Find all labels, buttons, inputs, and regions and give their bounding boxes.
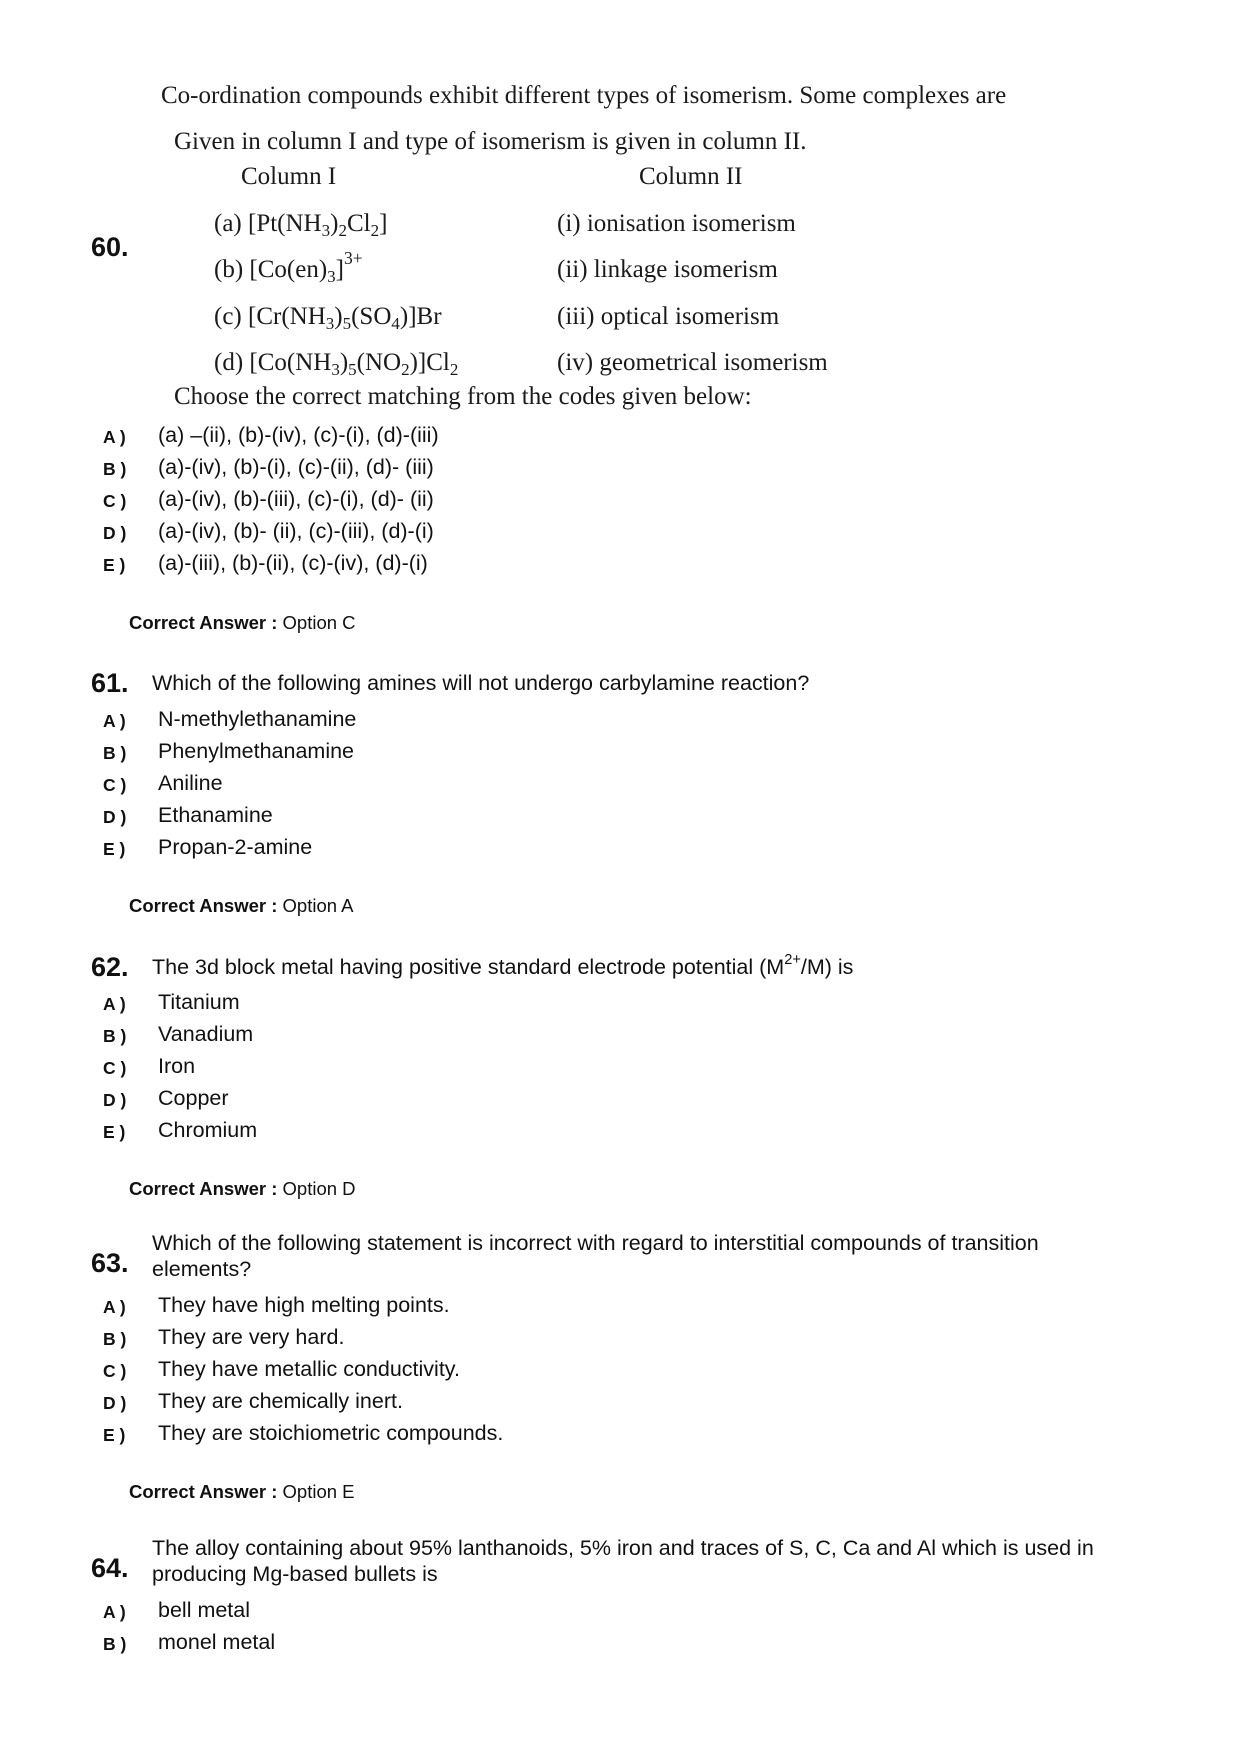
q63-option-d[interactable]: They are chemically inert. — [158, 1389, 403, 1413]
answer-label: Correct Answer : — [129, 1178, 278, 1199]
q61-correct-answer — [129, 895, 354, 917]
q62-option-e[interactable]: Chromium — [158, 1118, 258, 1142]
option-label: C ) — [103, 491, 127, 511]
q61-option-c[interactable]: Aniline — [158, 771, 223, 795]
q63-option-b[interactable]: They are very hard. — [158, 1325, 345, 1349]
q63-correct-answer — [129, 1481, 355, 1503]
q61-number: 61. — [91, 668, 129, 698]
q61-question: Which of the following amines will not undergo carbylamine reaction? — [152, 671, 810, 695]
option-label: C ) — [103, 1361, 127, 1381]
answer-value: Option C — [282, 612, 356, 633]
option-label: A ) — [103, 427, 126, 447]
q63-number: 63. — [91, 1248, 129, 1278]
option-label: D ) — [103, 1393, 127, 1413]
q63-option-e[interactable]: They are stoichiometric compounds. — [158, 1421, 504, 1445]
q60-option-d[interactable]: (a)-(iv), (b)- (ii), (c)-(iii), (d)-(i) — [158, 519, 434, 543]
option-label: E ) — [103, 1122, 126, 1142]
answer-value: Option D — [282, 1178, 356, 1199]
q62-question-tail: /M) is — [800, 955, 854, 979]
q60-col1-item-c — [214, 303, 442, 334]
q60-option-e[interactable]: (a)-(iii), (b)-(ii), (c)-(iv), (d)-(i) — [158, 551, 428, 575]
answer-label: Correct Answer : — [129, 895, 278, 916]
q63-option-a[interactable]: They have high melting points. — [158, 1293, 450, 1317]
option-label: C ) — [103, 1058, 127, 1078]
q64-question-line1: The alloy containing about 95% lanthanoids, 5% iron and traces of S, C, Ca and Al which is used in — [152, 1536, 1094, 1560]
q63-question-line1: Which of the following statement is incorrect with regard to interstitial compounds of transition — [152, 1231, 1039, 1255]
q60-option-a[interactable]: (a) –(ii), (b)-(iv), (c)-(i), (d)-(iii) — [158, 423, 439, 447]
option-label: B ) — [103, 1026, 127, 1046]
q60-column2-header: Column II — [639, 163, 743, 190]
q60-col1-formula: $[Co(en)_3]^{3+}$ — [249, 247, 363, 287]
option-label: E ) — [103, 555, 126, 575]
answer-label: Correct Answer : — [129, 1481, 278, 1502]
option-label: B ) — [103, 1329, 127, 1349]
q64-number: 64. — [91, 1553, 129, 1583]
q61-option-d[interactable]: Ethanamine — [158, 803, 273, 827]
q64-question-line2: producing Mg-based bullets is — [152, 1562, 438, 1586]
q60-col1-item-b — [214, 247, 363, 287]
q60-correct-answer — [129, 612, 356, 634]
option-label: A ) — [103, 1602, 126, 1622]
q60-col1-label: (b) — [214, 256, 244, 283]
q62-option-b[interactable]: Vanadium — [158, 1022, 254, 1046]
q60-col2-item: (ii) linkage isomerism — [557, 256, 778, 283]
answer-label: Correct Answer : — [129, 612, 278, 633]
q62-correct-answer — [129, 1178, 356, 1200]
q63-question-line2: elements? — [152, 1257, 252, 1281]
q60-intro-line2: Given in column I and type of isomerism is given in column II. — [174, 128, 807, 155]
q60-col1-label: (c) — [214, 303, 242, 330]
q60-col1-item-a — [214, 210, 388, 241]
q60-intro-line1: Co-ordination compounds exhibit different types of isomerism. Some complexes are — [161, 82, 1007, 109]
option-label: E ) — [103, 1425, 126, 1445]
q60-col1-item-d — [214, 349, 459, 380]
q64-option-b[interactable]: monel metal — [158, 1630, 276, 1654]
q60-option-c[interactable]: (a)-(iv), (b)-(iii), (c)-(i), (d)- (ii) — [158, 487, 434, 511]
answer-value: Option A — [282, 895, 354, 916]
q62-number: 62. — [91, 952, 129, 982]
option-label: B ) — [103, 1634, 127, 1654]
q60-col2-item: (i) ionisation isomerism — [557, 210, 796, 237]
q62-option-c[interactable]: Iron — [158, 1054, 196, 1078]
q60-instruction: Choose the correct matching from the codes given below: — [174, 383, 752, 410]
q60-option-b[interactable]: (a)-(iv), (b)-(i), (c)-(ii), (d)- (iii) — [158, 455, 434, 479]
q60-col1-label: (d) — [214, 349, 244, 376]
option-label: A ) — [103, 711, 126, 731]
q62-superscript: 2+ — [784, 951, 801, 968]
option-label: E ) — [103, 839, 126, 859]
q60-number: 60. — [91, 232, 129, 262]
q62-option-a[interactable]: Titanium — [158, 990, 240, 1014]
q63-option-c[interactable]: They have metallic conductivity. — [158, 1357, 460, 1381]
option-label: D ) — [103, 523, 127, 543]
q60-col1-formula: $[Cr(NH_3)_5(SO_4)]Br$ — [248, 303, 442, 334]
answer-value: Option E — [282, 1481, 355, 1502]
option-label: D ) — [103, 807, 127, 827]
q60-col2-item: (iv) geometrical isomerism — [557, 349, 828, 376]
option-label: B ) — [103, 743, 127, 763]
option-label: B ) — [103, 459, 127, 479]
option-label: A ) — [103, 994, 126, 1014]
q60-col1-formula: $[Pt(NH_3)_2Cl_2]$ — [248, 210, 388, 241]
option-label: D ) — [103, 1090, 127, 1110]
q61-option-e[interactable]: Propan-2-amine — [158, 835, 313, 859]
q60-col1-formula: $[Co(NH_3)_5(NO_2)]Cl_2$ — [249, 349, 459, 380]
q62-option-d[interactable]: Copper — [158, 1086, 229, 1110]
q60-col2-item: (iii) optical isomerism — [557, 303, 780, 330]
q60-col1-label: (a) — [214, 210, 242, 237]
q62-question-text: The 3d block metal having positive standard electrode potential (M — [152, 955, 785, 979]
q61-option-b[interactable]: Phenylmethanamine — [158, 739, 355, 763]
q61-option-a[interactable]: N-methylethanamine — [158, 707, 357, 731]
option-label: C ) — [103, 775, 127, 795]
option-label: A ) — [103, 1297, 126, 1317]
q62-question — [152, 951, 854, 980]
q60-column1-header: Column I — [241, 163, 337, 190]
q64-option-a[interactable]: bell metal — [158, 1598, 251, 1622]
